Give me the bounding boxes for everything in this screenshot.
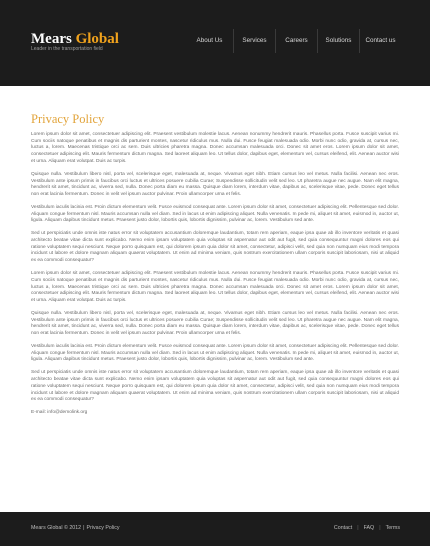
nav-item-about-us[interactable]: About Us xyxy=(196,37,223,44)
logo[interactable] xyxy=(31,31,119,47)
paragraph: Lorem ipsum dolor sit amet, consectetuer adipiscing elit. Praesent vestibulum molestie lacus. Aenean nonummy hendrerit mauris. Phasellus porta. Fusce suscipit varius mi. Cum sociis natoque penatibus et magnis dis parturient montes, nascetur ridiculus mus. Nulla dui. Fusce feugiat malesuada odio. Morbi nunc odio, gravida at, cursus nec, luctus a, lorem. Maecenas tristique orci ac sem. Duis ultricies pharetra magna. Donec accumsan malesuada orci. Donec sit amet eros. Lorem ipsum dolor sit amet, consectetuer adipiscing elit. Mauris fermentum dictum magna. Sed laoreet aliquam leo. Ut tellus dolor, dapibus eget, elementum vel, cursus eleifend, elit. Aenean auctor wisi et urna. Aliquam erat volutpat. Duis ac turpis. xyxy=(31,271,399,303)
email-link[interactable]: info@demolink.org xyxy=(47,410,88,416)
site-header xyxy=(0,0,430,86)
footer-link-terms[interactable]: Terms xyxy=(385,525,400,531)
footer-separator: | xyxy=(83,525,85,531)
main-nav xyxy=(186,29,401,53)
paragraph: Sed ut perspiciatis unde omnis iste natus error sit voluptatem accusantium doloremque laudantium, totam rem aperiam, eaque ipsa quae ab illo inventore veritatis et quasi architecto beatae vitae dicta sunt explicabo. Nemo enim ipsam voluptatem quia voluptas sit aspernatur aut odit aut fugit, sed quia consequuntur magni dolores eos qui ratione voluptatem sequi nesciunt. Neque porro quisquam est, qui dolorem ipsum quia dolor sit amet, consectetur, adipisci velit, sed quia non numquam eius modi tempora incidunt ut labore et dolore magnam aliquam quaerat voluptatem. Ut enim ad minima veniam, quis nostrum exercitationem ullam corporis suscipit laboriosam, nisi ut aliquid ex ea commodi consequatur? xyxy=(31,231,399,264)
email-line xyxy=(31,410,399,417)
footer-link-contact[interactable]: Contact xyxy=(333,525,353,531)
paragraph: Sed ut perspiciatis unde omnis iste natus error sit voluptatem accusantium doloremque laudantium, totam rem aperiam, eaque ipsa quae ab illo inventore veritatis et quasi architecto beatae vitae dicta sunt explicabo. Nemo enim ipsam voluptatem quia voluptas sit aspernatur aut odit aut fugit, sed quia consequuntur magni dolores eos qui ratione voluptatem sequi nesciunt. Neque porro quisquam est, qui dolorem ipsum quia dolor sit amet, consectetur, adipisci velit, sed quia non numquam eius modi tempora incidunt ut labore et dolore magnam aliquam quaerat voluptatem. Ut enim ad minima veniam, quis nostrum exercitationem ullam corporis suscipit laboriosam, nisi ut aliquid ex ea commodi consequatur? xyxy=(31,370,399,403)
logo-main: Mears xyxy=(31,31,72,47)
copyright xyxy=(31,524,120,532)
footer-nav-separator: | xyxy=(357,525,359,531)
footer-nav xyxy=(334,524,400,532)
copyright-text: Mears Global © 2012 xyxy=(31,525,82,531)
footer-link-faq[interactable]: FAQ xyxy=(363,525,375,531)
footer-nav-separator: | xyxy=(379,525,381,531)
email-label: E-mail: xyxy=(31,410,46,416)
page-title: Privacy Policy xyxy=(31,112,105,126)
nav-item-solutions[interactable]: Solutions xyxy=(317,29,359,53)
paragraph: Lorem ipsum dolor sit amet, consectetuer adipiscing elit. Praesent vestibulum molestie lacus. Aenean nonummy hendrerit mauris. Phasellus porta. Fusce suscipit varius mi. Cum sociis natoque penatibus et magnis dis parturient montes, nascetur ridiculus mus. Nulla dui. Fusce feugiat malesuada odio. Morbi nunc odio, gravida at, cursus nec, luctus a, lorem. Maecenas tristique orci ac sem. Duis ultricies pharetra magna. Donec accumsan malesuada orci. Donec sit amet eros. Lorem ipsum dolor sit amet, consectetuer adipiscing elit. Mauris fermentum dictum magna. Sed laoreet aliquam leo. Ut tellus dolor, dapibus eget, elementum vel, cursus eleifend, elit. Aenean auctor wisi et urna. Aliquam erat volutpat. Duis ac turpis. xyxy=(31,132,399,164)
site-footer xyxy=(0,512,430,546)
nav-item-services[interactable]: Services xyxy=(233,29,275,53)
paragraph: Quisque nulla. Vestibulum libero nisl, porta vel, scelerisque eget, malesuada at, neque. Vivamus eget nibh. Etiam cursus leo vel metus. Nulla facilisi. Aenean nec eros. Vestibulum ante ipsum primis in faucibus orci luctus et ultrices posuere cubilia Curae; Suspendisse sollicitudin velit sed leo. Ut pharetra augue nec augue. Nam elit magna, hendrerit sit amet, tincidunt ac, viverra sed, nulla. Donec porta diam eu massa. Quisque diam lorem, interdum vitae, dapibus ac, scelerisque vitae, pede. Donec eget tellus non erat lacinia fermentum. Donec in velit vel ipsum auctor pulvinar. Proin ullamcorper urna et felis. xyxy=(31,171,399,197)
paragraph: Vestibulum iaculis lacinia est. Proin dictum elementum velit. Fusce euismod consequat ante. Lorem ipsum dolor sit amet, consectetuer adipiscing elit. Pellentesque sed dolor. Aliquam congue fermentum nisl. Mauris accumsan nulla vel diam. Sed in lacus ut enim adipiscing aliquet. Nulla venenatis. In pede mi, aliquet sit amet, euismod in, auctor ut, ligula. Aliquam dapibus tincidunt metus. Praesent justo dolor, lobortis quis, lobortis dignissim, pulvinar ac, lorem. Vestibulum sed ante. xyxy=(31,344,399,363)
main-content xyxy=(31,112,399,417)
logo-accent: Global xyxy=(75,31,119,47)
paragraph: Quisque nulla. Vestibulum libero nisl, porta vel, scelerisque eget, malesuada at, neque. Vivamus eget nibh. Etiam cursus leo vel metus. Nulla facilisi. Aenean nec eros. Vestibulum ante ipsum primis in faucibus orci luctus et ultrices posuere cubilia Curae; Suspendisse sollicitudin velit sed leo. Ut pharetra augue nec augue. Nam elit magna, hendrerit sit amet, tincidunt ac, viverra sed, nulla. Donec porta diam eu massa. Quisque diam lorem, interdum vitae, dapibus ac, scelerisque vitae, pede. Donec eget tellus non erat lacinia fermentum. Donec in velit vel ipsum auctor pulvinar. Proin ullamcorper urna et felis. xyxy=(31,310,399,337)
nav-item-contact-us[interactable]: Contact us xyxy=(359,29,401,53)
privacy-policy-link[interactable]: Privacy Policy xyxy=(86,525,120,531)
tagline: Leader in the transportation field xyxy=(31,46,103,52)
paragraph: Vestibulum iaculis lacinia est. Proin dictum elementum velit. Fusce euismod consequat ante. Lorem ipsum dolor sit amet, consectetuer adipiscing elit. Pellentesque sed dolor. Aliquam congue fermentum nisl. Mauris accumsan nulla vel diam. Sed in lacus ut enim adipiscing aliquet. Nulla venenatis. In pede mi, aliquet sit amet, euismod in, auctor ut, ligula. Aliquam dapibus tincidunt metus. Praesent justo dolor, lobortis quis, lobortis dignissim, pulvinar ac, lorem. Vestibulum sed ante. xyxy=(31,204,399,224)
nav-item-careers[interactable]: Careers xyxy=(275,29,317,53)
